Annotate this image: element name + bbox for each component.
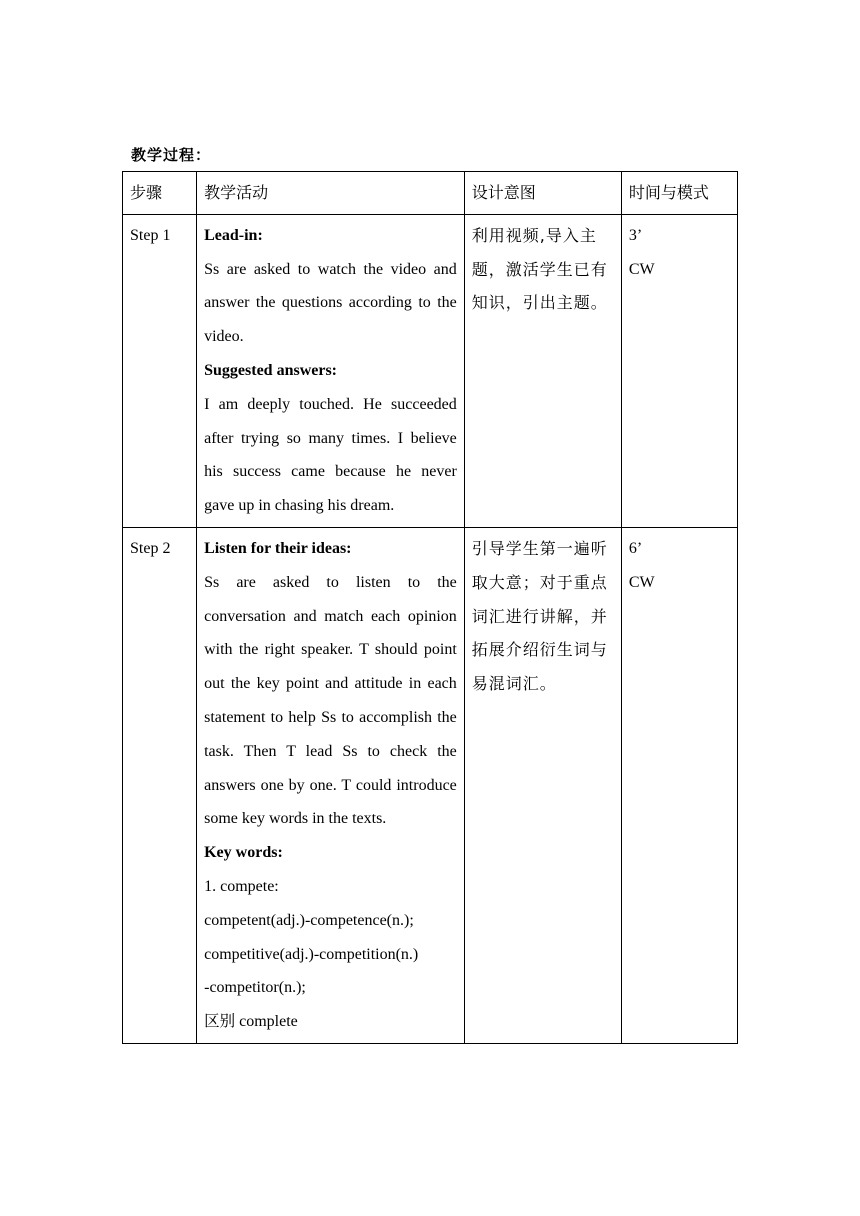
activity-cell: [197, 527, 465, 1043]
keyword-line: -competitor(n.);: [204, 979, 306, 997]
table-header-row: [123, 172, 738, 215]
keyword-line: competent(adj.)-competence(n.);: [204, 911, 414, 929]
table-row-step-1: [123, 214, 738, 527]
activity-cell: [197, 214, 465, 527]
activity-text: Ss are asked to listen to the conversation and match each opinion with the right speaker. T should point out the key point and attitude in each statement to help Ss to accomplish the task. Then T lead Ss to check the answers one by one. T could introduce some key words in the texts.: [204, 573, 457, 828]
step-cell: Step 1: [123, 214, 197, 527]
answers-text: I am deeply touched. He succeeded after trying so many times. I believe his success came because he never gave up in chasing his dream.: [204, 395, 457, 515]
step-cell: Step 2: [123, 527, 197, 1043]
intent-cell: 利用视频,导入主题，激活学生已有知识，引出主题。: [464, 214, 621, 527]
time-value: 6’: [628, 539, 643, 557]
keyword-note: [204, 1005, 457, 1039]
header-time-mode: 时间与模式: [621, 172, 737, 215]
activity-title: Listen for their ideas:: [204, 539, 352, 557]
keyword-note-prefix: 区别: [204, 1012, 236, 1031]
activity-title: Lead-in:: [204, 226, 263, 244]
mode-value: CW: [628, 573, 655, 591]
section-title: 教学过程：: [131, 146, 212, 164]
lesson-plan-table: [122, 171, 738, 1044]
keyword-note-word: complete: [235, 1013, 298, 1031]
intent-cell: 引导学生第一遍听取大意；对于重点词汇进行讲解，并拓展介绍衍生词与易混词汇。: [464, 527, 621, 1043]
table-row-step-2: [123, 527, 738, 1043]
mode-value: CW: [628, 260, 655, 278]
time-mode-cell: [621, 527, 737, 1043]
keyword-line: competitive(adj.)-competition(n.): [204, 945, 419, 963]
header-activity: 教学活动: [197, 172, 465, 215]
keywords-title: Key words:: [204, 844, 283, 862]
header-step: 步骤: [123, 172, 197, 215]
time-mode-cell: [621, 214, 737, 527]
time-value: 3’: [628, 226, 643, 244]
activity-text: Ss are asked to watch the video and answer the questions according to the video.: [204, 260, 457, 346]
header-intent: 设计意图: [464, 172, 621, 215]
answers-title: Suggested answers:: [204, 361, 337, 379]
keyword-line: 1. compete:: [204, 877, 279, 895]
